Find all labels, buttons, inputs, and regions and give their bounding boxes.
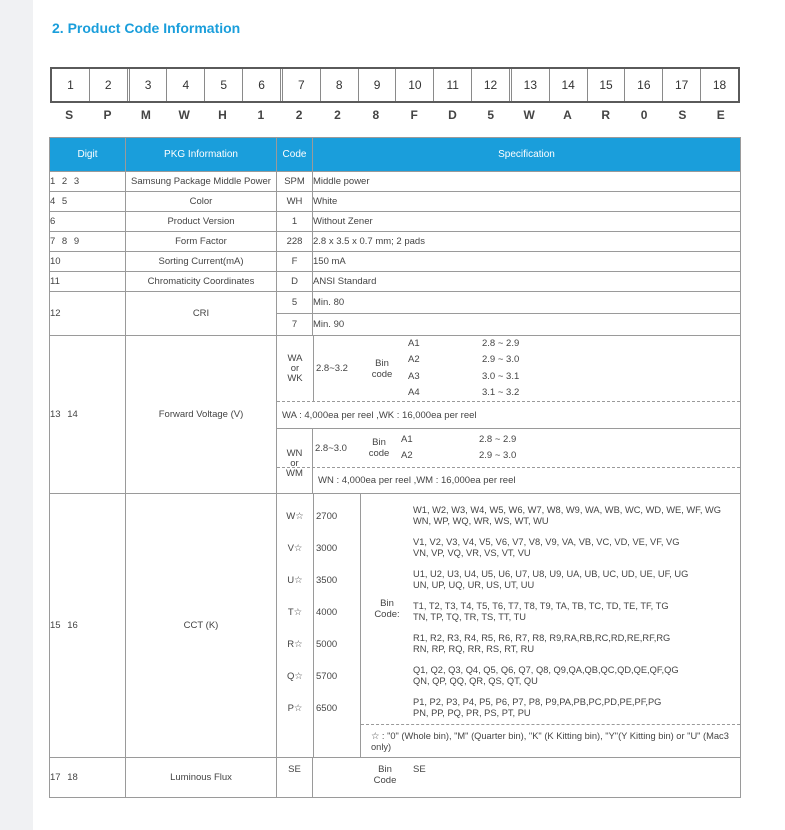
- code-value: 7: [277, 314, 313, 336]
- table-header-row: [50, 138, 741, 172]
- digit-value: 10: [50, 252, 126, 272]
- digit-cell: 3: [130, 69, 168, 101]
- list-item: [413, 532, 740, 564]
- cct-detail: [277, 494, 741, 758]
- digit-cell: 14: [550, 69, 588, 101]
- table-row-cct: [50, 494, 741, 758]
- cct-bins-line: P1, P2, P3, P4, P5, P6, P7, P8, P9,PA,PB,PC,PD,PE,PF,PG: [413, 697, 662, 707]
- spec-value: Middle power: [313, 172, 741, 192]
- spec-value: Without Zener: [313, 212, 741, 232]
- digit-cell: 5: [205, 69, 243, 101]
- bin-label-part: Code:: [374, 609, 400, 620]
- spec-value: 2.8 x 3.5 x 0.7 mm; 2 pads: [313, 232, 741, 252]
- cct-bins-line: T1, T2, T3, T4, T5, T6, T7, T8, T9, TA, TB, TC, TD, TE, TF, TG: [413, 601, 669, 611]
- pkg-value: Sorting Current(mA): [126, 252, 277, 272]
- vf-group1-note: WA : 4,000ea per reel ,WK : 16,000ea per reel: [277, 401, 740, 428]
- spec-value: ANSI Standard: [313, 272, 741, 292]
- table-row-forward-voltage: [50, 336, 741, 494]
- code-value: SE: [277, 758, 313, 798]
- voltage-range: 2.8 ~ 2.9: [479, 434, 517, 445]
- cct-bins-line: TN, TP, TQ, TR, TS, TT, TU: [413, 612, 526, 622]
- code-letter: M: [140, 108, 151, 122]
- code-value: WH: [277, 192, 313, 212]
- header-spec: Specification: [313, 138, 741, 172]
- digit-value: 12: [50, 292, 126, 336]
- bin-item: A4: [408, 387, 420, 398]
- bin-item: A3: [408, 370, 420, 382]
- bin-code-label: [361, 437, 397, 459]
- cct-temp: 5700: [316, 670, 338, 682]
- digit-value: 6: [50, 212, 126, 232]
- digit-value: 17 18: [50, 758, 126, 798]
- code-part: or: [290, 362, 300, 374]
- code-letter: 2: [295, 108, 303, 122]
- bin-label-part: Bin: [378, 764, 392, 775]
- code-letter: 8: [372, 108, 380, 122]
- table-row: [50, 192, 741, 212]
- code-value: 5: [277, 292, 313, 314]
- digit-cell: 11: [434, 69, 472, 101]
- list-item: [413, 596, 740, 628]
- code-letter: 2: [334, 108, 341, 122]
- bin-code-label: [361, 494, 413, 724]
- cct-bin-list: [413, 494, 740, 724]
- section-title: 2. Product Code Information: [52, 20, 241, 36]
- header-pkg: PKG Information: [126, 138, 277, 172]
- code-letter-row: [50, 108, 740, 124]
- vf-group2-ranges: [479, 432, 516, 464]
- code-value: D: [277, 272, 313, 292]
- code-part: WK: [287, 372, 303, 384]
- code-value: F: [277, 252, 313, 272]
- cct-temp: 5000: [316, 638, 338, 650]
- cct-code: V☆: [287, 542, 303, 554]
- cct-temp-column: [314, 494, 361, 757]
- bin-label-part: Bin: [375, 357, 389, 369]
- cct-temp: 3500: [316, 574, 338, 586]
- code-value: 1: [277, 212, 313, 232]
- digit-cell: 10: [396, 69, 434, 101]
- code-part: WM: [286, 468, 303, 479]
- voltage-range: 3.0 ~ 3.1: [482, 370, 520, 382]
- digit-cell: 13: [512, 69, 550, 101]
- table-row: [50, 172, 741, 192]
- code-letter: P: [103, 108, 112, 122]
- cct-temp: 4000: [316, 606, 338, 618]
- code-letter: E: [716, 108, 725, 122]
- bin-label-part: code: [371, 368, 393, 380]
- code-letter: F: [410, 108, 418, 122]
- voltage-range: 2.9 ~ 3.0: [482, 354, 520, 365]
- voltage-range: 2.9 ~ 3.0: [479, 450, 517, 461]
- cct-code: R☆: [287, 638, 303, 650]
- digit-cell: 12: [472, 69, 512, 101]
- list-item: [413, 628, 740, 660]
- bin-item: A2: [401, 450, 413, 461]
- cct-bins-line: WN, WP, WQ, WR, WS, WT, WU: [413, 516, 549, 526]
- code-letter: A: [563, 108, 572, 122]
- code-letter: D: [448, 108, 457, 122]
- digit-position-row: [50, 67, 740, 103]
- spec-value: 150 mA: [313, 252, 741, 272]
- vf-group2-bins: [397, 432, 479, 464]
- spec-value: Min. 90: [313, 314, 741, 336]
- digit-cell: 16: [625, 69, 663, 101]
- cct-code-column: [277, 494, 314, 757]
- code-value: SPM: [277, 172, 313, 192]
- pkg-value: Color: [126, 192, 277, 212]
- pkg-value: Samsung Package Middle Power: [126, 172, 277, 192]
- code-letter: S: [65, 108, 74, 122]
- cct-code: U☆: [287, 574, 303, 586]
- list-item: [413, 564, 740, 596]
- voltage-range: 3.1 ~ 3.2: [482, 387, 520, 398]
- vf-group1-code: [277, 336, 314, 401]
- digit-cell: 18: [712, 78, 727, 92]
- spec-value: [313, 758, 741, 798]
- bin-code-label: [359, 764, 411, 786]
- cct-bins-line: Q1, Q2, Q3, Q4, Q5, Q6, Q7, Q8, Q9,QA,QB,QC,QD,QE,QF,QG: [413, 665, 679, 675]
- pkg-value: Product Version: [126, 212, 277, 232]
- code-letter: W: [523, 108, 535, 122]
- digit-cell: 7: [283, 69, 321, 101]
- code-value: 228: [277, 232, 313, 252]
- bin-code-label: [362, 358, 402, 380]
- code-letter: 1: [257, 108, 265, 122]
- cct-bin-area: [361, 494, 740, 757]
- cct-temp: 3000: [316, 542, 338, 554]
- cct-temp: 2700: [316, 510, 338, 522]
- bin-item: A2: [408, 354, 420, 365]
- code-part: WA: [287, 352, 303, 364]
- code-letter: W: [178, 108, 190, 122]
- cct-bins-line: PN, PP, PQ, PR, PS, PT, PU: [413, 708, 531, 718]
- digit-value: 11: [50, 272, 126, 292]
- list-item: [413, 500, 740, 532]
- digit-cell: 1: [52, 69, 90, 101]
- cct-code: Q☆: [287, 670, 303, 682]
- table-row: [50, 252, 741, 272]
- bin-item: A1: [408, 337, 420, 349]
- table-row-luminous-flux: [50, 758, 741, 798]
- bin-label-part: Bin: [380, 598, 394, 609]
- digit-cell: 4: [167, 69, 205, 101]
- digit-value: 15 16: [50, 494, 126, 758]
- digit-cell: 17: [663, 69, 701, 101]
- bin-item: A1: [401, 434, 413, 445]
- list-item: [413, 692, 740, 724]
- header-digit: Digit: [50, 138, 126, 172]
- pkg-value: Form Factor: [126, 232, 277, 252]
- pkg-value: Forward Voltage (V): [126, 336, 277, 494]
- luminous-flux-value: SE: [413, 764, 426, 775]
- digit-cell: 6: [243, 69, 283, 101]
- cct-code: W☆: [286, 510, 304, 522]
- cct-suffix-note: ☆ : "0" (Whole bin), "M" (Quarter bin), "K" (K Kitting bin), "Y"(Y Kitting bin) or "U" (Mac3 only): [361, 724, 740, 757]
- bin-label-part: Code: [373, 775, 397, 786]
- spec-value: Min. 80: [313, 292, 741, 314]
- spec-value: White: [313, 192, 741, 212]
- digit-cell: 15: [588, 69, 626, 101]
- cct-bins-line: R1, R2, R3, R4, R5, R6, R7, R8, R9,RA,RB,RC,RD,RE,RF,RG: [413, 633, 671, 643]
- digit-cell: 9: [359, 69, 397, 101]
- cct-bins-line: U1, U2, U3, U4, U5, U6, U7, U8, U9, UA, UB, UC, UD, UE, UF, UG: [413, 569, 689, 579]
- cct-bins-line: RN, RP, RQ, RR, RS, RT, RU: [413, 644, 535, 654]
- code-part: or: [290, 458, 299, 469]
- code-letter: R: [601, 108, 611, 122]
- bin-label-part: code: [368, 448, 390, 459]
- vf-group2-note-text: WN : 4,000ea per reel ,WM : 16,000ea per reel: [318, 475, 516, 486]
- digit-cell: 2: [90, 69, 130, 101]
- code-letter: 5: [487, 108, 495, 122]
- bin-label-part: Bin: [372, 437, 386, 448]
- vf-group1-range: 2.8~3.2: [316, 363, 348, 374]
- code-letter: 0: [640, 108, 648, 122]
- digit-value: 4 5: [50, 192, 126, 212]
- voltage-range: 2.8 ~ 2.9: [482, 337, 520, 349]
- pkg-value: Luminous Flux: [126, 758, 277, 798]
- code-part: WN: [286, 448, 303, 459]
- code-letter: H: [218, 108, 227, 122]
- cct-code: P☆: [287, 702, 303, 714]
- digit-value: 7 8 9: [50, 232, 126, 252]
- table-row-cri: [50, 292, 741, 314]
- pkg-value: CRI: [126, 292, 277, 336]
- cct-bins-line: VN, VP, VQ, VR, VS, VT, VU: [413, 548, 531, 558]
- table-row: [50, 232, 741, 252]
- vf-group1-bins: [402, 336, 482, 402]
- pkg-value: CCT (K): [126, 494, 277, 758]
- cct-temp: 6500: [316, 702, 338, 714]
- code-letter: S: [678, 108, 687, 122]
- cct-bins-line: V1, V2, V3, V4, V5, V6, V7, V8, V9, VA, VB, VC, VD, VE, VF, VG: [413, 537, 680, 547]
- pkg-value: Chromaticity Coordinates: [126, 272, 277, 292]
- vf-group2-note: [277, 467, 740, 493]
- vf-group2-code: [277, 429, 313, 493]
- cct-code: T☆: [287, 606, 303, 618]
- digit-cell: 8: [321, 69, 359, 101]
- digit-value: 1 2 3: [50, 172, 126, 192]
- cct-bins-line: UN, UP, UQ, UR, US, UT, UU: [413, 580, 535, 590]
- header-code: Code: [277, 138, 313, 172]
- cct-bins-line: QN, QP, QQ, QR, QS, QT, QU: [413, 676, 538, 686]
- table-row: [50, 272, 741, 292]
- list-item: [413, 660, 740, 692]
- vf-group2-range: 2.8~3.0: [315, 442, 347, 454]
- table-row: [50, 212, 741, 232]
- cct-bins-line: W1, W2, W3, W4, W5, W6, W7, W8, W9, WA, WB, WC, WD, WE, WF, WG: [413, 505, 721, 515]
- digit-value: 13 14: [50, 336, 126, 494]
- vf-group1-ranges: [482, 336, 519, 402]
- spec-table: [49, 137, 741, 798]
- forward-voltage-detail: [277, 336, 741, 494]
